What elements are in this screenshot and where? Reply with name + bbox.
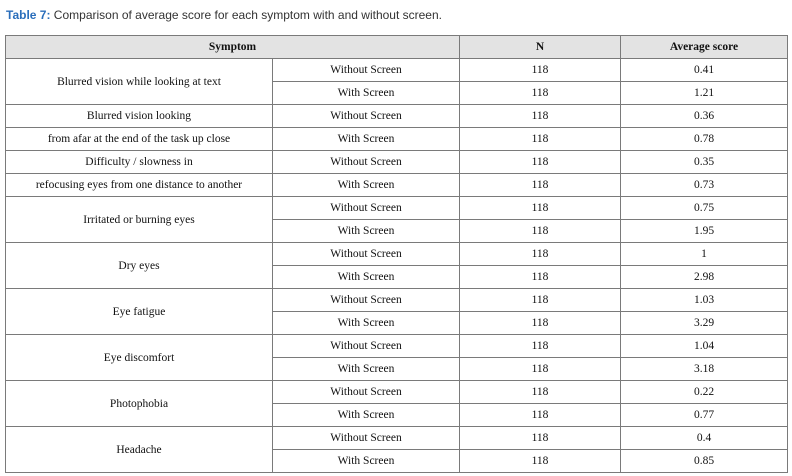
average-score-cell: 0.75 [621, 197, 788, 220]
header-n: N [460, 36, 621, 59]
average-score-cell: 1.95 [621, 220, 788, 243]
n-cell: 118 [460, 220, 621, 243]
table-row [6, 128, 788, 151]
table-row [6, 427, 788, 450]
average-score-cell: 1 [621, 243, 788, 266]
average-score-cell: 0.78 [621, 128, 788, 151]
table-caption-label: Table 7: [6, 8, 51, 22]
average-score-cell: 3.18 [621, 358, 788, 381]
average-score-cell: 3.29 [621, 312, 788, 335]
symptom-cell: Dry eyes [6, 243, 273, 289]
table-row [6, 289, 788, 312]
condition-cell: With Screen [273, 404, 460, 427]
average-score-cell: 1.21 [621, 82, 788, 105]
average-score-cell: 0.4 [621, 427, 788, 450]
n-cell: 118 [460, 312, 621, 335]
n-cell: 118 [460, 128, 621, 151]
table-row [6, 151, 788, 174]
average-score-cell: 1.03 [621, 289, 788, 312]
average-score-cell: 0.36 [621, 105, 788, 128]
average-score-cell: 2.98 [621, 266, 788, 289]
n-cell: 118 [460, 427, 621, 450]
condition-cell: With Screen [273, 450, 460, 473]
table-caption [6, 8, 442, 22]
average-score-cell: 0.22 [621, 381, 788, 404]
n-cell: 118 [460, 381, 621, 404]
symptom-cell: Photophobia [6, 381, 273, 427]
table-body [6, 59, 788, 473]
header-average-score: Average score [621, 36, 788, 59]
n-cell: 118 [460, 197, 621, 220]
n-cell: 118 [460, 404, 621, 427]
condition-cell: Without Screen [273, 197, 460, 220]
condition-cell: Without Screen [273, 151, 460, 174]
condition-cell: Without Screen [273, 335, 460, 358]
condition-cell: With Screen [273, 266, 460, 289]
n-cell: 118 [460, 450, 621, 473]
table-row [6, 197, 788, 220]
table-row [6, 381, 788, 404]
condition-cell: With Screen [273, 174, 460, 197]
condition-cell: Without Screen [273, 243, 460, 266]
n-cell: 118 [460, 358, 621, 381]
symptom-cell-top: Difficulty / slowness in [6, 151, 273, 174]
n-cell: 118 [460, 82, 621, 105]
symptom-cell-top: Blurred vision looking [6, 105, 273, 128]
condition-cell: With Screen [273, 82, 460, 105]
symptom-cell: Blurred vision while looking at text [6, 59, 273, 105]
condition-cell: Without Screen [273, 381, 460, 404]
symptom-score-table [5, 35, 788, 473]
n-cell: 118 [460, 266, 621, 289]
table-row [6, 243, 788, 266]
n-cell: 118 [460, 105, 621, 128]
table-row [6, 335, 788, 358]
symptom-cell: Headache [6, 427, 273, 473]
symptom-cell: Eye fatigue [6, 289, 273, 335]
symptom-cell-bottom: refocusing eyes from one distance to another [6, 174, 273, 197]
condition-cell: Without Screen [273, 105, 460, 128]
header-row [6, 36, 788, 59]
table-row [6, 174, 788, 197]
table-row [6, 59, 788, 82]
n-cell: 118 [460, 151, 621, 174]
header-symptom: Symptom [6, 36, 460, 59]
n-cell: 118 [460, 174, 621, 197]
table-row [6, 105, 788, 128]
condition-cell: Without Screen [273, 59, 460, 82]
table-header [6, 36, 788, 59]
condition-cell: With Screen [273, 220, 460, 243]
average-score-cell: 0.85 [621, 450, 788, 473]
average-score-cell: 0.77 [621, 404, 788, 427]
condition-cell: Without Screen [273, 427, 460, 450]
n-cell: 118 [460, 335, 621, 358]
condition-cell: With Screen [273, 128, 460, 151]
condition-cell: With Screen [273, 312, 460, 335]
average-score-cell: 0.73 [621, 174, 788, 197]
n-cell: 118 [460, 289, 621, 312]
average-score-cell: 0.41 [621, 59, 788, 82]
symptom-cell: Irritated or burning eyes [6, 197, 273, 243]
average-score-cell: 0.35 [621, 151, 788, 174]
n-cell: 118 [460, 243, 621, 266]
average-score-cell: 1.04 [621, 335, 788, 358]
symptom-cell-bottom: from afar at the end of the task up close [6, 128, 273, 151]
table-caption-text: Comparison of average score for each symptom with and without screen. [50, 8, 442, 22]
condition-cell: Without Screen [273, 289, 460, 312]
n-cell: 118 [460, 59, 621, 82]
condition-cell: With Screen [273, 358, 460, 381]
symptom-cell: Eye discomfort [6, 335, 273, 381]
